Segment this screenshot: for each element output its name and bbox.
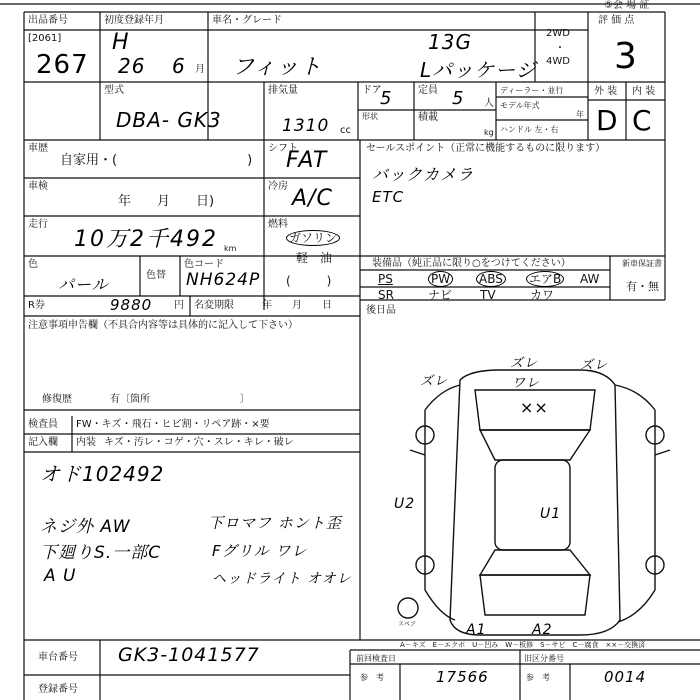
model-year-label: モデル年式 <box>500 101 540 110</box>
roof <box>495 460 570 550</box>
diagram-zure-1: ズレ <box>510 356 539 371</box>
color-label: 色 <box>28 259 38 270</box>
grade-line-2: Lパッケージ <box>420 58 537 82</box>
capacity-label: 定員 <box>418 85 438 96</box>
exterior-label: 外 装 <box>594 86 618 97</box>
diagram-zure-2: ズレ <box>580 358 609 373</box>
warranty-label: 新車保証書 <box>622 259 662 268</box>
diagram-ware: ワレ <box>512 376 541 391</box>
doors-label: ドア <box>362 85 382 96</box>
diagram-xx: ×× <box>520 398 549 417</box>
windshield <box>480 430 590 460</box>
interior-label: 内 装 <box>632 86 656 97</box>
equip-ps <box>378 273 393 285</box>
load-label: 積載 <box>418 112 438 123</box>
equip-leather: カワ <box>530 288 555 302</box>
ref2-value: 0014 <box>604 668 647 686</box>
notes-label: 注意事項申告欄（不具合内容等は具体的に記入して下さい） <box>28 320 298 331</box>
sales-points-label: セールスポイント（正常に機能するものに限ります） <box>366 143 606 154</box>
ref1-label: 参 考 <box>360 673 384 682</box>
color-value: パール <box>58 275 109 294</box>
equip-tv: TV <box>480 288 496 302</box>
shift-value: FAT <box>286 148 328 173</box>
rear-window <box>480 550 590 575</box>
model-value: DBA- GK3 <box>116 108 222 132</box>
capacity-unit: 人 <box>484 98 494 109</box>
color-code: NH624P <box>186 270 261 290</box>
note-left-1: ネジ外 AW <box>40 517 131 537</box>
cc-unit: cc <box>340 125 351 136</box>
first-reg-era: H <box>112 30 130 55</box>
equip-abs <box>476 273 506 285</box>
history-label: 車歴 <box>28 143 48 154</box>
capacity-value: 5 <box>452 88 465 109</box>
diagram-u2: U2 <box>394 496 416 512</box>
doors-value: 5 <box>380 88 393 109</box>
exterior-grade: D <box>596 104 619 137</box>
aircon-value: A/C <box>292 186 333 211</box>
displacement-value: 1310 <box>282 116 330 136</box>
record-label: 記入欄 <box>28 437 58 448</box>
color-change-label: 色替 <box>146 270 166 281</box>
repair-history-label: 修復歴 <box>42 394 72 405</box>
equip-pw <box>428 273 453 285</box>
equip-navi: ナビ <box>428 288 453 302</box>
color-code-label: 色コード <box>184 259 224 270</box>
shape-label: 形状 <box>362 112 378 121</box>
mileage-label: 走行 <box>28 219 48 230</box>
tailgate <box>480 575 590 615</box>
diagram-spare: スペア <box>398 621 417 628</box>
venue-label: ⑤会 場 証 <box>604 0 650 11</box>
diagram-u1: U1 <box>540 506 562 522</box>
registration-label: 登録番号 <box>38 684 78 695</box>
note-right-3: ヘッドライト オオレ <box>212 571 352 587</box>
r-fee-label: R券 <box>28 300 45 311</box>
equipment-label: 装備品（純正品に限り○をつけてください） <box>372 258 571 269</box>
fuel-label: 燃料 <box>268 219 288 230</box>
interior-grade: C <box>632 104 653 137</box>
diagram-a1: A1 <box>466 622 487 638</box>
history-value: 自家用・( ) <box>60 153 253 168</box>
month-unit: 月 <box>195 64 205 75</box>
note-right-2: Fグリル ワレ <box>212 542 308 560</box>
sales-points-line1: バックカメラ <box>372 165 475 184</box>
r-fee-value: 9880 <box>110 296 153 314</box>
drive-2wd: 2WD <box>546 28 570 39</box>
prev-inspection-label: 前回検査日 <box>356 654 396 663</box>
shift-label: シフト <box>268 143 298 154</box>
mileage-unit: km <box>224 244 237 253</box>
interior-record-label: 内装 <box>76 437 96 448</box>
equip-airbag-text: エアB <box>526 271 564 287</box>
inspection-label: 車検 <box>28 181 48 192</box>
handle-label: ハンドル 左・右 <box>500 125 559 134</box>
equip-sr: SR <box>378 288 394 302</box>
car-name: フィット <box>232 55 323 80</box>
note-left-3: A U <box>44 566 77 586</box>
odo-note: オド102492 <box>40 462 165 486</box>
diagram-zure-3: ズレ <box>420 374 449 389</box>
first-reg-month: 6 <box>172 54 186 78</box>
drive-dot: ・ <box>555 43 565 54</box>
legend-text: A－キズ E－エクボ U－凹み W－板修 S－サビ C－腐食 ××－交換済 <box>400 641 646 649</box>
grade-line-1: 13G <box>428 30 472 54</box>
aircon-label: 冷房 <box>268 181 288 192</box>
fuel-gasoline <box>286 232 340 244</box>
checker-label: 検査員 <box>28 419 58 430</box>
after-date-label: 後日品 <box>366 305 396 316</box>
r-fee-unit: 円 <box>174 300 184 311</box>
equip-airbag <box>526 273 564 285</box>
warranty-value: 有・無 <box>626 280 659 293</box>
chassis-value: GK3-1041577 <box>118 644 260 666</box>
checker-values: FW・キズ・飛石・ヒビ割・リペア跡・×要 <box>76 419 270 430</box>
interior-record-values: キズ・汚レ・コゲ・穴・スレ・キレ・破レ <box>104 437 294 448</box>
repair-history-value: 有〔箇所 〕 <box>110 394 250 405</box>
model-label: 型式 <box>104 85 124 96</box>
fuel-diesel: 軽 油 <box>296 251 333 265</box>
name-limit-label: 名変期限 <box>194 300 234 311</box>
equip-pw-text: PW <box>428 271 453 287</box>
spare-tire <box>398 598 418 618</box>
mileage-value: 10万2千492 <box>74 227 218 252</box>
equip-aw: AW <box>580 272 600 286</box>
dealer-label: ディーラー・並行 <box>500 86 564 95</box>
first-reg-year: 26 <box>118 54 146 78</box>
lot-label: 出品番号 <box>28 15 68 26</box>
inspection-value: 年 月 日) <box>118 194 215 209</box>
old-class-label: 旧区分番号 <box>524 654 564 663</box>
displacement-label: 排気量 <box>268 85 298 96</box>
fuel-gasoline-text: ガソリン <box>286 230 340 246</box>
fuel-paren: ( ) <box>286 274 332 288</box>
model-year-unit: 年 <box>576 110 584 119</box>
note-right-1: 下ロマフ ホント歪 <box>208 514 342 532</box>
equip-abs-text: ABS <box>476 271 506 287</box>
ref1-value: 17566 <box>436 668 489 686</box>
kg-unit: kg <box>484 128 494 137</box>
drive-4wd: 4WD <box>546 56 570 67</box>
name-grade-label: 車名・グレード <box>212 15 282 26</box>
score-label: 評 価 点 <box>598 15 635 26</box>
diagram-a2: A2 <box>532 622 553 638</box>
chassis-label: 車台番号 <box>38 652 78 663</box>
name-limit-value: 年 月 日 <box>262 300 332 311</box>
lot-number: 267 <box>36 50 89 80</box>
sales-points-line2: ETC <box>372 188 405 206</box>
ref2-label: 参 考 <box>526 673 550 682</box>
first-reg-label: 初度登録年月 <box>104 15 164 26</box>
lot-sub: [2061] <box>28 33 62 44</box>
note-left-2: 下廻りS.一部C <box>40 543 162 563</box>
equip-ps-text: PS <box>378 272 393 286</box>
score-value: 3 <box>614 36 638 77</box>
